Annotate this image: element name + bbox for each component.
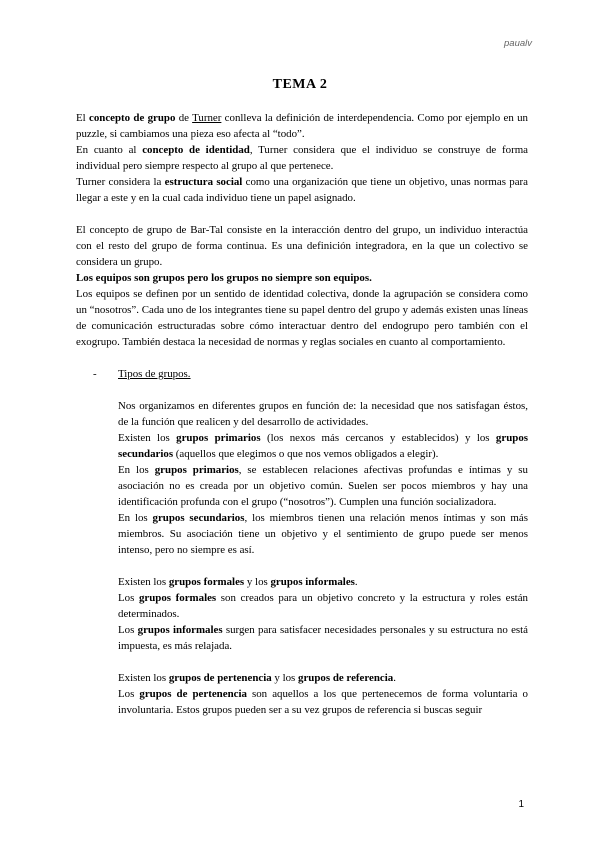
text-run: y los (244, 576, 271, 588)
page-number: 1 (518, 799, 524, 810)
paragraph-bar-tal: El concepto de grupo de Bar-Tal consiste en la interacción dentro del grupo, un individuo interactúa con el resto del grupo de forma continua. Es una definición integradora, en la que un colectivo se considera un grupo. (76, 224, 528, 268)
paragraph-concepto-grupo (76, 110, 528, 142)
section-heading-tipos: Tipos de grupos. (118, 368, 191, 380)
bold-term: grupos de pertenencia (168, 672, 272, 684)
bullet-dash: - (93, 368, 97, 380)
bold-term: grupos de pertenencia (139, 688, 247, 700)
text-run: , los miembros tienen una relación menos íntimas y son más miembros. Su asociación tiene un objetivo y el sentimiento de grupo puede ser menos intenso, pero no siempre es así. (118, 512, 528, 556)
paragraph-grupos-primarios (118, 462, 528, 510)
text-run: . (393, 672, 396, 684)
page-header-author: paualv (504, 38, 532, 49)
text-run: En cuanto al (76, 144, 143, 156)
text-run: , Turner considera que el individuo se construye de forma individual pero siempre respecto al grupo al que pertenece. (76, 144, 528, 172)
bold-term: grupos informales (137, 624, 223, 636)
text-run: Los (118, 688, 140, 700)
text-run: . (354, 576, 358, 588)
bold-term: grupos de referencia (298, 672, 394, 684)
text-run: (los nexos más cercanos y establecidos) y los (260, 432, 496, 444)
paragraph-grupos-informales (118, 622, 528, 654)
text-run: como una organización que tiene un objetivo, unas normas para llegar a este y en la cual cada individuo tiene un papel asignado. (76, 176, 528, 204)
bold-statement: Los equipos son grupos pero los grupos no siempre son equipos. (76, 272, 372, 284)
paragraph-spacer (76, 350, 528, 366)
paragraph-estructura-social (76, 174, 528, 206)
text-run: Existen los (118, 432, 177, 444)
paragraph-equipos: Los equipos se definen por un sentido de identidad colectiva, donde la agrupación se considera como un “nosotros”. Cada uno de los integrantes tiene su papel dentro del grupo y además existen unas líneas de comunicación estructuradas sobre cómo interactuar dentro del endogrupo pero también con el exogrupo. También destaca la necesidad de normas y reglas sociales en cuanto al comportamiento. (76, 288, 528, 348)
text-run: , se establecen relaciones afectivas profundas e íntimas y su asociación no es creada por un objetivo común. Suelen ser pocos miembros y hay una identificación profunda con el grupo (“nosotros”). Cumplen una función socializadora. (118, 464, 528, 508)
bold-term: concepto de grupo (88, 112, 176, 124)
text-run: En los (118, 464, 155, 476)
bold-term: grupos secundarios (118, 432, 528, 460)
bold-term: grupos formales (138, 592, 217, 604)
underlined-term: Turner (192, 112, 222, 124)
text-run: El (76, 112, 89, 124)
text-run: Turner considera la (76, 176, 165, 188)
text-run: Los (118, 624, 138, 636)
bold-term: grupos formales (168, 576, 245, 588)
paragraph-formales-informales (118, 574, 528, 590)
text-run: Los (118, 592, 139, 604)
paragraph-grupos-formales (118, 590, 528, 622)
paragraph-concepto-identidad (76, 142, 528, 174)
paragraph-spacer (76, 654, 528, 670)
bold-term: grupos primarios (176, 432, 261, 444)
paragraph-grupos-pertenencia (118, 686, 528, 718)
paragraph-organizacion: Nos organizamos en diferentes grupos en función de: la necesidad que nos satisfagan éstos, de la función que realicen y del desarrollo de actividades. (118, 400, 528, 428)
document-title: TEMA 2 (272, 77, 328, 92)
text-run: surgen para satisfacer necesidades personales y su estructura no está impuesta, es más relajada. (118, 624, 528, 652)
text-run: (aquellos que elegimos o que nos vemos obligados a elegir). (173, 448, 439, 460)
paragraph-primarios-secundarios (118, 430, 528, 462)
bullet-tipos-de-grupos (76, 366, 528, 382)
paragraph-spacer (76, 382, 528, 398)
bold-term: estructura social (164, 176, 243, 188)
paragraph-spacer (76, 206, 528, 222)
paragraph-equipos-heading (76, 270, 528, 286)
text-run: Existen los (118, 672, 169, 684)
text-run: Existen los (118, 576, 169, 588)
paragraph-pertenencia-referencia (118, 670, 528, 686)
text-run: son aquellos a los que pertenecemos de forma voluntaria o involuntaria. Estos grupos pueden ser a su vez grupos de referencia si buscas seguir (118, 688, 528, 716)
paragraph-grupos-secundarios (118, 510, 528, 558)
bold-term: concepto de identidad (142, 144, 250, 156)
text-run: y los (271, 672, 299, 684)
bold-term: grupos primarios (154, 464, 239, 476)
paragraph-spacer (76, 558, 528, 574)
document-body (76, 110, 528, 718)
text-run: conlleva la definición de interdependencia. Como por ejemplo en un puzzle, si cambiamos una pieza eso afecta al “todo”. (76, 112, 529, 140)
text-run: son creados para un objetivo concreto y la estructura y roles están determinados. (118, 592, 528, 620)
bold-term: grupos secundarios (152, 512, 245, 524)
bold-term: grupos informales (270, 576, 355, 588)
text-run: En los (118, 512, 153, 524)
text-run: de (175, 112, 193, 124)
